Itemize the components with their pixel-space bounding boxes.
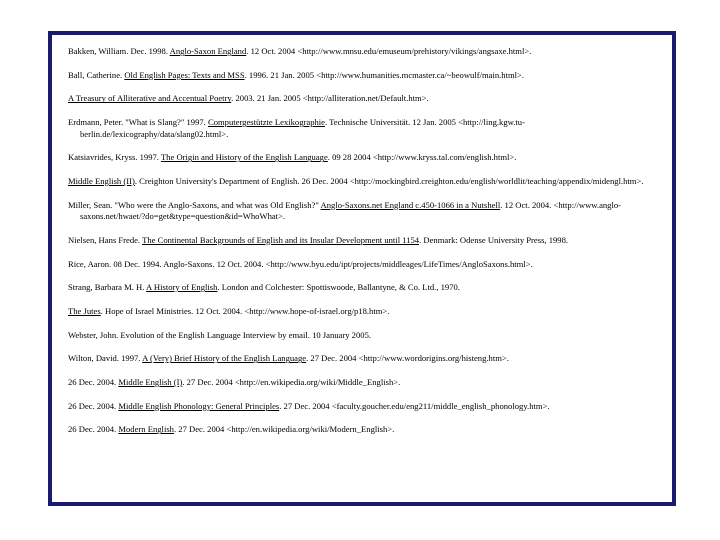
reference-entry: 26 Dec. 2004. Middle English Phonology: General Principles. 27 Dec. 2004 <faculty.goucher.edu/eng211/middle_english_phonology.htm>. xyxy=(68,400,550,411)
reference-entry: Ball, Catherine. Old English Pages: Texts and MSS. 1996. 21 Jan. 2005 <http://www.humanities.mcmaster.ca/~beowulf/main.html>. xyxy=(68,69,525,80)
slide-frame xyxy=(48,31,676,506)
reference-entry: Erdmann, Peter. "What is Slang?" 1997. Computergestützte Lexikographie. Technische Universität. 12 Jan. 2005 <http://ling.kgw.tu-berlin.de/lexicography/data/slang02.html>. xyxy=(68,117,525,139)
reference-entry: Webster, John. Evolution of the English Language Interview by email. 10 January 2005. xyxy=(68,329,372,340)
reference-entry: Strang, Barbara M. H. A History of English. London and Colchester: Spottiswoode, Ballantyne, & Co. Ltd., 1970. xyxy=(68,282,460,293)
reference-entry: Wilton, David. 1997. A (Very) Brief History of the English Language. 27 Dec. 2004 <http://www.wordorigins.org/histeng.htm>. xyxy=(68,353,509,364)
reference-entry: Nielsen, Hans Frede. The Continental Backgrounds of English and its Insular Development until 1154. Denmark: Odense University Press, 1998. xyxy=(68,234,569,245)
reference-entry: Bakken, William. Dec. 1998. Anglo-Saxon England. 12 Oct. 2004 <http://www.mnsu.edu/emuseum/prehistory/vikings/angsaxe.html>. xyxy=(68,46,532,56)
reference-entry: 26 Dec. 2004. Middle English (I). 27 Dec. 2004 <http://en.wikipedia.org/wiki/Middle_English>. xyxy=(68,376,401,387)
references-list xyxy=(68,46,658,448)
reference-entry: The Jutes. Hope of Israel Ministries. 12 Oct. 2004. <http://www.hope-of-israel.org/p18.htm>. xyxy=(68,305,390,316)
reference-entry: 26 Dec. 2004. Modern English. 27 Dec. 2004 <http://en.wikipedia.org/wiki/Modern_English>. xyxy=(68,424,395,435)
reference-entry: Rice, Aaron. 08 Dec. 1994. Anglo-Saxons. 12 Oct. 2004. <http://www.byu.edu/ipt/projects/middleages/LifeTimes/AngloSaxons.html>. xyxy=(68,258,533,269)
reference-entry: Middle English (II). Creighton University's Department of English. 26 Dec. 2004 <http://mockingbird.creighton.edu/english/worldlit/teaching/appendix/midengl.htm>. xyxy=(68,175,644,186)
reference-entry: Miller, Sean. "Who were the Anglo-Saxons, and what was Old English?" Anglo-Saxons.net England c.450-1066 in a Nutshell. 12 Oct. 2004. <http://www.anglo-saxons.net/hwaet/?do=get&type=question&id=WhoWhat>. xyxy=(68,199,622,222)
reference-entry: Katsiavrides, Kryss. 1997. The Origin and History of the English Language. 09 28 2004 <http://www.kryss.tal.com/english.html>. xyxy=(68,152,517,163)
reference-entry: A Treasury of Alliterative and Accentual Poetry. 2003. 21 Jan. 2005 <http://alliteration.net/Default.htm>. xyxy=(68,93,429,104)
